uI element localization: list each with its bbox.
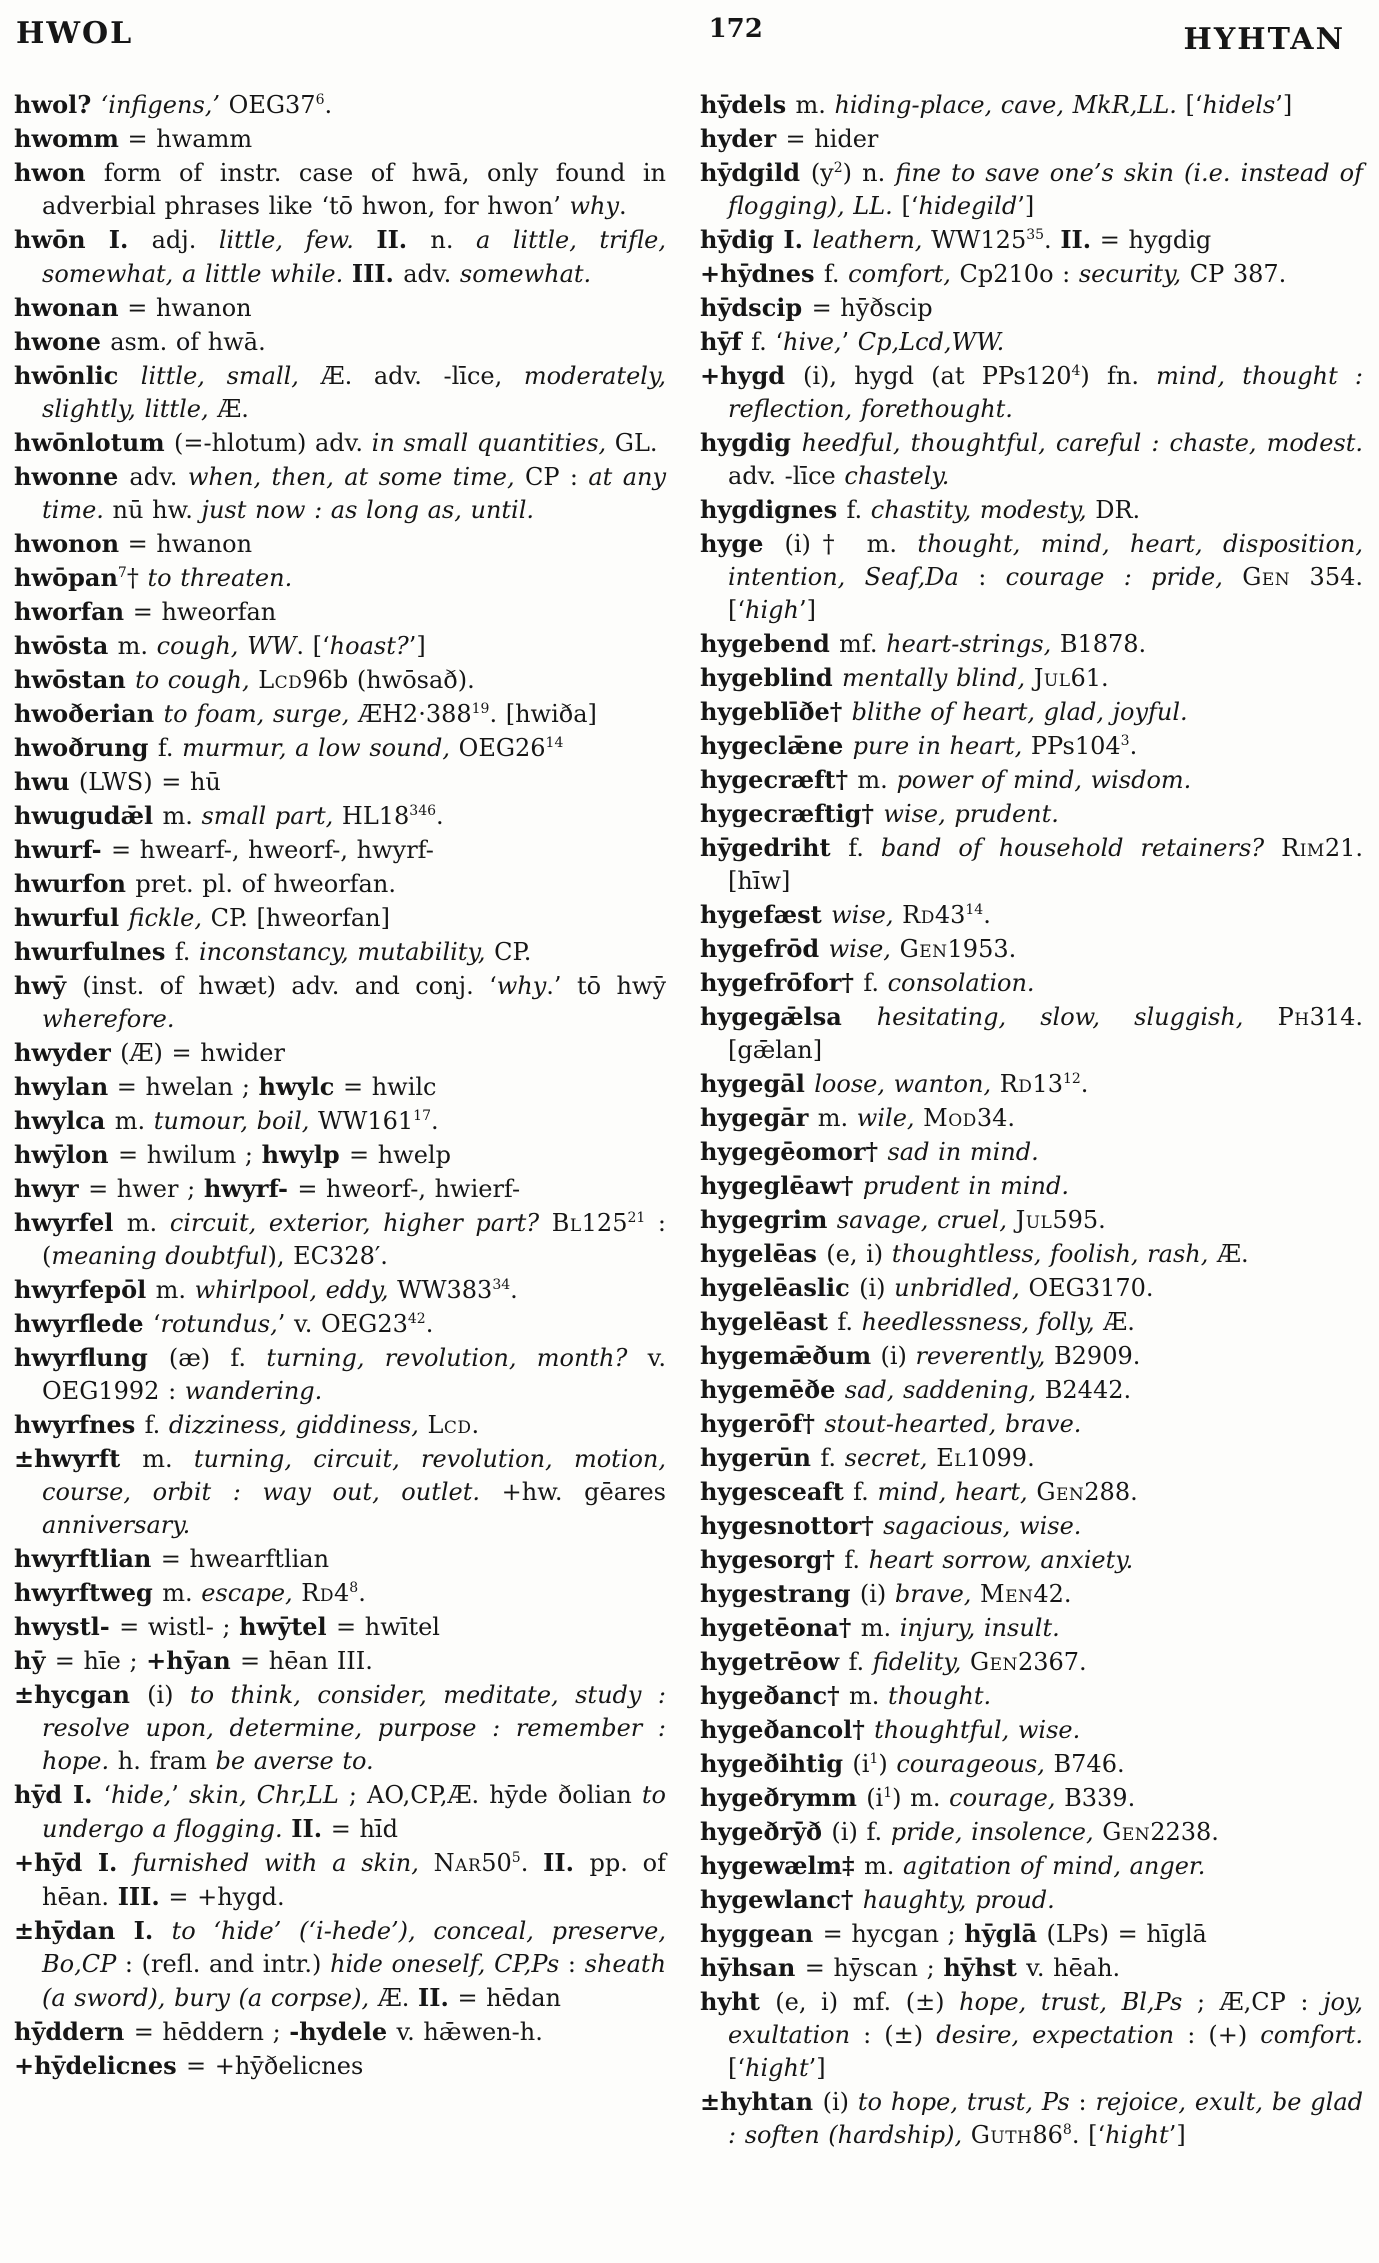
dictionary-entry: hworfan = hweorfan [14,597,277,626]
dictionary-entry: hwōsta m. cough, WW. [‘hoast?’] [14,631,426,660]
dictionary-entry: hȳdscip = hȳðscip [700,293,933,322]
dictionary-entry: hȳ = hīe ; +hȳan = hēan III. [14,1646,373,1675]
dictionary-entry: hygefæst wise, $Rd43^{14}$. [700,900,991,929]
dictionary-entry: hygeðancol† thoughtful, wise. [700,1715,1081,1744]
running-head-left: HWOL [16,16,134,51]
dictionary-entry: hyge (i)† m. thought, mind, heart, disposition, intention, Seaf,Da : courage : pride, Gen 354. [‘high’] [700,529,1363,624]
dictionary-entry: hygegrim savage, cruel, Jul595. [700,1205,1106,1234]
dictionary-entry: hyggean = hycgan ; hȳglā (LPs) = hīglā [700,1919,1207,1948]
dictionary-entry: hygewlanc† haughty, proud. [700,1885,1055,1914]
dictionary-entry: hyht (e, i) mf. (±) hope, trust, Bl,Ps ; Æ,CP : joy, exultation : (±) desire, expectation : (+) comfort. [‘hight’] [700,1987,1364,2082]
dictionary-entry: hygeblīðe† blithe of heart, glad, joyful. [700,697,1188,726]
dictionary-entry: hwol? ‘infigens,’ $OEG37^6$. [14,90,333,119]
dictionary-entry: hwōpan$^7$† to threaten. [14,563,293,592]
dictionary-entry: hwyr = hwer ; hwyrf- = hweorf-, hwierf- [14,1174,521,1203]
dictionary-entry: hwyrfepōl m. whirlpool, eddy, $WW383^{34}$. [14,1275,518,1304]
dictionary-entry: hwystl- = wistl- ; hwȳtel = hwītel [14,1612,440,1641]
dictionary-entry: hygetēona† m. injury, insult. [700,1613,1060,1642]
dictionary-entry: hygerōf† stout-hearted, brave. [700,1409,1082,1438]
dictionary-entry: hygeðrȳð (i) f. pride, insolence, Gen2238. [700,1817,1219,1846]
dictionary-entry: hygesceaft f. mind, heart, Gen288. [700,1477,1138,1506]
dictionary-entry: hwylan = hwelan ; hwylc = hwilc [14,1072,437,1101]
dictionary-entry: hygemēðe sad, saddening, B2442. [700,1375,1132,1404]
page-header [14,10,1363,72]
dictionary-entry: hwyrftweg m. escape, $Rd4^8$. [14,1578,366,1607]
dictionary-entry: hȳdgild $(y^2)$ n. fine to save one’s skin (i.e. instead of flogging), LL. [‘hidegild’] [700,158,1364,220]
dictionary-entry: hygesorg† f. heart sorrow, anxiety. [700,1545,1134,1574]
dictionary-entry: hwoðrung f. murmur, a low sound, $OEG26^{14}$ [14,733,564,762]
dictionary-entry: hȳdels m. hiding-place, cave, MkR,LL. [‘hidels’] [700,90,1293,119]
dictionary-entry: hwurfulnes f. inconstancy, mutability, CP. [14,937,532,966]
dictionary-entry: hwone asm. of hwā. [14,327,266,356]
dictionary-entry: hygesnottor† sagacious, wise. [700,1511,1082,1540]
dictionary-entry: hwugudǣl m. small part, $HL18^{346}$. [14,801,444,830]
dictionary-entry: hygestrang (i) brave, Men42. [700,1579,1072,1608]
dictionary-entry: hȳd I. ‘hide,’ skin, Chr,LL ; AO,CP,Æ. hȳde ðolian to undergo a flogging. II. = hīd [14,1780,666,1843]
dictionary-entry: hygdignes f. chastity, modesty, DR. [700,495,1141,524]
dictionary-entry: hȳddern = hēddern ; -hydele v. hǣwen-h. [14,2017,543,2046]
dictionary-entry: hwonan = hwanon [14,293,252,322]
dictionary-entry: hwylca m. tumour, boil, $WW161^{17}$. [14,1106,439,1135]
dictionary-entry: hwon form of instr. case of hwā, only found in adverbial phrases like ‘tō hwon, for hwon’ why. [14,158,667,220]
dictionary-entry: hygeðrymm $(i^1)$ m. courage, B339. [700,1783,1136,1812]
dictionary-entry: hwonne adv. when, then, at some time, CP : at any time. nū hw. just now : as long as, until. [14,462,667,524]
dictionary-entry: hwurfon pret. pl. of hweorfan. [14,869,396,898]
column-right [700,88,1363,2152]
dictionary-entry: hygegāl loose, wanton, $Rd13^{12}$. [700,1069,1089,1098]
dictionary-entry: hygeblind mentally blind, Jul61. [700,663,1109,692]
dictionary-entry: hygerūn f. secret, El1099. [700,1443,1035,1472]
dictionary-entry: hygelēas (e, i) thoughtless, foolish, rash, Æ. [700,1239,1249,1268]
dictionary-entry: hwyrftlian = hwearftlian [14,1544,330,1573]
dictionary-entry: ±hȳdan I. to ‘hide’ (‘i-hede’), conceal, preserve, Bo,CP : (refl. and intr.) hide oneself, CP,Ps : sheath (a sword), bury (a corpse), Æ. II. = hēdan [14,1916,667,2012]
dictionary-entry: hygegēomor† sad in mind. [700,1137,1039,1166]
dictionary-entry: hȳgedriht f. band of household retainers? Rim21. [hīw] [700,833,1363,895]
dictionary-entry: hyder = hider [700,124,879,153]
dictionary-entry: hygeðanc† m. thought. [700,1681,992,1710]
dictionary-entry: hwoðerian to foam, surge, $ÆH2\cdot 388^{19}$. [hwiða] [14,699,597,728]
dictionary-entry: +hȳd I. furnished with a skin, $Nar50^5$. II. pp. of hēan. III. = +hygd. [14,1848,666,1911]
dictionary-entry: hwōstan to cough, Lcd96b (hwōsað). [14,665,475,694]
dictionary-entry: hygebend mf. heart-strings, B1878. [700,629,1147,658]
dictionary-entry: hygegār m. wile, Mod34. [700,1103,1015,1132]
dictionary-entry: hwyrfnes f. dizziness, giddiness, Lcd. [14,1410,480,1439]
dictionary-entry: +hygd (i), hygd (at $PPs120^4$) fn. mind, thought : reflection, forethought. [700,361,1364,423]
dictionary-entry: hwurf- = hwearf-, hweorf-, hwyrf- [14,835,434,864]
dictionary-entry: hygefrōfor† f. consolation. [700,968,1035,997]
dictionary-entry: +hȳdelicnes = +hȳðelicnes [14,2051,364,2080]
dictionary-entry: hygecræft† m. power of mind, wisdom. [700,765,1192,794]
page-body [14,88,1363,2152]
running-head-right: HYHTAN [1183,22,1345,57]
dictionary-entry: hygeglēaw† prudent in mind. [700,1171,1069,1200]
dictionary-entry: hygdig heedful, thoughtful, careful : chaste, modest. adv. -līce chastely. [700,428,1363,490]
dictionary-entry: ±hycgan (i) to think, consider, meditate, study : resolve upon, determine, purpose : remember : hope. h. fram be averse to. [14,1680,667,1775]
dictionary-entry: hwurful fickle, CP. [hweorfan] [14,903,390,932]
dictionary-entry: hwōnlic little, small, Æ. adv. -līce, moderately, slightly, little, Æ. [14,361,666,423]
dictionary-entry: hygegǣlsa hesitating, slow, sluggish, Ph314. [gǣlan] [700,1002,1363,1064]
dictionary-entry: hygelēast f. heedlessness, folly, Æ. [700,1307,1135,1336]
dictionary-entry: hwyrflung (æ) f. turning, revolution, month? v. OEG1992 : wandering. [14,1343,667,1405]
dictionary-entry: hygelēaslic (i) unbridled, OEG3170. [700,1273,1154,1302]
dictionary-entry: hygecræftig† wise, prudent. [700,799,1059,828]
dictionary-entry: hwōnlotum (=-hlotum) adv. in small quantities, GL. [14,428,658,457]
dictionary-entry: hwomm = hwamm [14,124,253,153]
dictionary-entry: hwonon = hwanon [14,529,253,558]
dictionary-entry: ±hwyrft m. turning, circuit, revolution, motion, course, orbit : way out, outlet. +hw. gēares anniversary. [14,1444,667,1539]
dictionary-entry: hwyder (Æ) = hwider [14,1038,285,1067]
dictionary-entry: hȳhsan = hȳscan ; hȳhst v. hēah. [700,1953,1121,1982]
dictionary-entry: hȳf f. ‘hive,’ Cp,Lcd,WW. [700,327,1005,356]
dictionary-entry: hwyrfel m. circuit, exterior, higher part? $Bl125^{21}$ : (meaning doubtful), EC328′. [14,1208,667,1270]
dictionary-entry: hygemǣðum (i) reverently, B2909. [700,1341,1141,1370]
dictionary-entry: hȳdig I. leathern, $WW125^{35}$. II. = hygdig [700,225,1212,254]
column-left [14,88,666,2152]
dictionary-entry: hygefrōd wise, Gen1953. [700,934,1017,963]
dictionary-entry: hygewælm‡ m. agitation of mind, anger. [700,1851,1206,1880]
dictionary-entry: hwȳlon = hwilum ; hwylp = hwelp [14,1140,451,1169]
dictionary-entry: hwu (LWS) = hū [14,767,221,796]
dictionary-entry: hwōn I. adj. little, few. II. n. a little, trifle, somewhat, a little while. III. adv. somewhat. [14,225,667,288]
dictionary-entry: ±hyhtan (i) to hope, trust, Ps : rejoice, exult, be glad : soften (hardship), $Guth86^8$. [‘hight’] [700,2087,1364,2149]
dictionary-entry: hwȳ (inst. of hwæt) adv. and conj. ‘why.’ tō hwȳ wherefore. [14,971,666,1033]
dictionary-entry: hwyrflede ‘rotundus,’ v. $OEG23^{42}$. [14,1309,434,1338]
dictionary-entry: hygeðihtig $(i^1)$ courageous, B746. [700,1749,1125,1778]
dictionary-entry: +hȳdnes f. comfort, Cp210o : security, CP 387. [700,259,1287,288]
page-number: 172 [708,14,763,44]
dictionary-entry: hygeclǣne pure in heart, $PPs104^3$. [700,731,1138,760]
dictionary-entry: hygetrēow f. fidelity, Gen2367. [700,1647,1087,1676]
